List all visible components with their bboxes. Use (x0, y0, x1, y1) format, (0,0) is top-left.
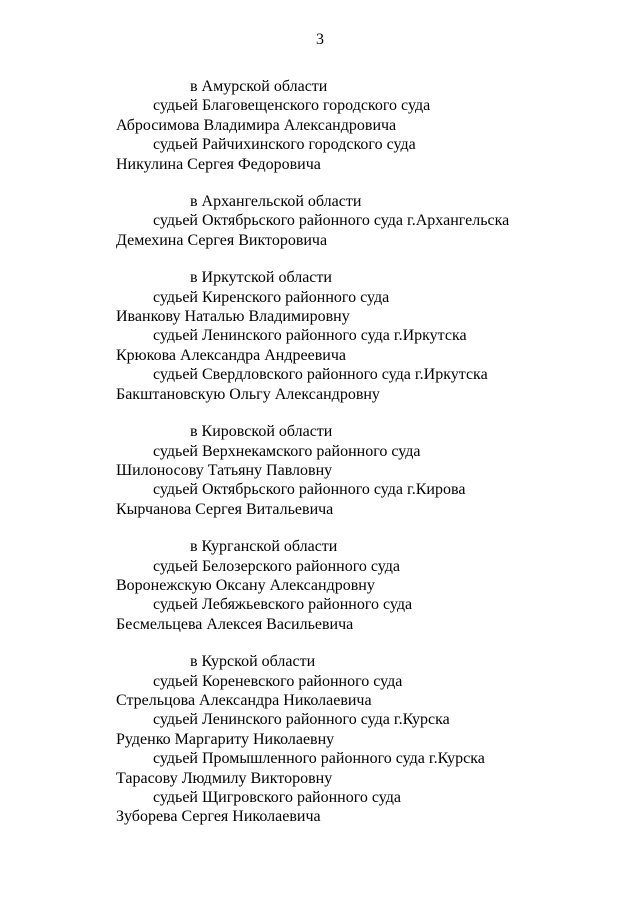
judge-name: Никулина Сергея Федоровича (116, 155, 321, 173)
section-kirov (0, 422, 640, 519)
court-position: судьей Райчихинского городского суда (153, 136, 416, 154)
region-heading: в Курганской области (190, 538, 338, 556)
region-heading: в Кировской области (190, 423, 333, 441)
region-heading: в Иркутской области (190, 269, 332, 287)
judge-name: Шилоносову Татьяну Павловну (116, 461, 333, 479)
judge-name: Бакштановскую Ольгу Александровну (116, 385, 380, 403)
judge-name: Иванкову Наталью Владимировну (116, 308, 350, 326)
region-heading: в Курской области (190, 653, 316, 671)
court-position: судьей Октябрьского районного суда г.Архангельска (153, 212, 510, 230)
court-position: судьей Киренского районного суда (153, 288, 390, 306)
judge-name: Стрельцова Александра Николаевича (116, 691, 372, 709)
region-heading: в Архангельской области (190, 193, 362, 211)
judge-name: Крюкова Александра Андреевича (116, 346, 346, 364)
section-arkhangelsk (0, 192, 640, 250)
judge-name: Воронежскую Оксану Александровну (116, 576, 375, 594)
court-position: судьей Ленинского районного суда г.Курска (153, 711, 450, 729)
section-irkutsk (0, 268, 640, 404)
judge-name: Зуборева Сергея Николаевича (116, 808, 321, 826)
court-position: судьей Октябрьского районного суда г.Кирова (153, 481, 466, 499)
judge-name: Абросимова Владимира Александровича (116, 116, 397, 134)
section-amur (0, 77, 640, 174)
judge-name: Кырчанова Сергея Витальевича (116, 500, 334, 518)
document-body (0, 77, 640, 845)
page-number: 3 (316, 31, 324, 48)
judge-name: Бесмельцева Алексея Васильевича (116, 615, 354, 633)
court-position: судьей Верхнекамского районного суда (153, 442, 421, 460)
court-position: судьей Промышленного районного суда г.Курска (153, 750, 485, 768)
court-position: судьей Кореневского районного суда (153, 672, 403, 690)
judge-name: Демехина Сергея Викторовича (116, 231, 328, 249)
section-kurgan (0, 537, 640, 634)
court-position: судьей Благовещенского городского суда (153, 97, 431, 115)
judge-name: Руденко Маргариту Николаевну (116, 730, 335, 748)
section-kursk (0, 652, 640, 827)
court-position: судьей Ленинского районного суда г.Иркутска (153, 327, 467, 345)
court-position: судьей Щигровского районного суда (153, 789, 402, 806)
judge-name: Тарасову Людмилу Викторовну (116, 769, 333, 787)
court-position: судьей Лебяжьевского районного суда (153, 596, 413, 614)
court-position: судьей Свердловского районного суда г.Иркутска (153, 366, 488, 384)
court-position: судьей Белозерского районного суда (153, 557, 400, 575)
region-heading: в Амурской области (190, 78, 328, 95)
